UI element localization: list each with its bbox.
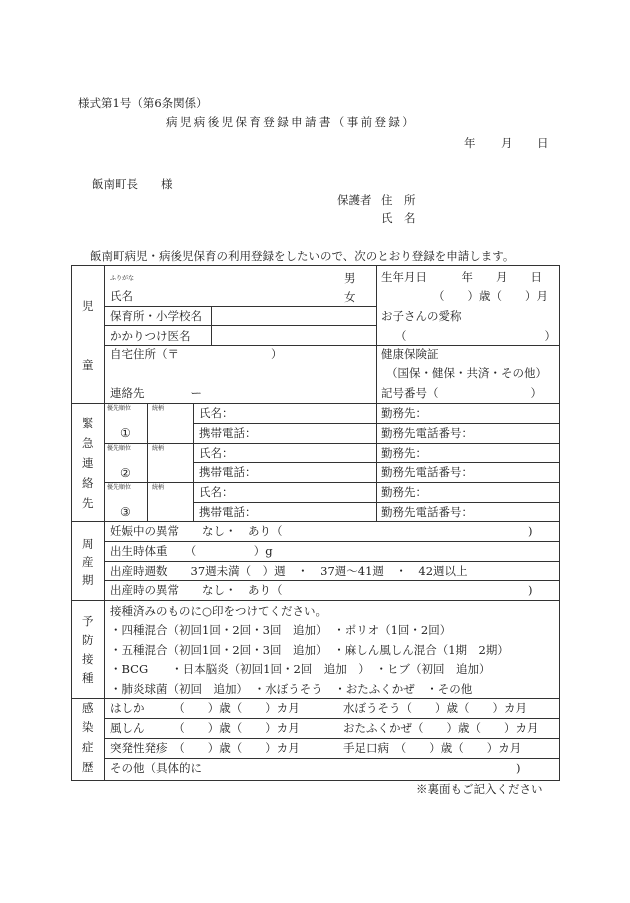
infection-label-1: 感 <box>82 701 94 715</box>
doctor-label: かかりつけ医名 <box>110 329 191 343</box>
priority-number-1: ① <box>120 426 131 440</box>
female-option[interactable]: 女 <box>344 290 356 304</box>
other-infection-close: ) <box>516 761 521 775</box>
perinatal-label-3: 期 <box>82 573 94 587</box>
delivery-close: ) <box>528 583 533 597</box>
pregnancy-close: ) <box>528 524 533 538</box>
priority-label-2: 優先順位 <box>107 445 132 452</box>
school-label: 保育所・小学校名 <box>110 309 202 323</box>
form-title: 病児病後児保育登録申請書（事前登録） <box>166 115 417 129</box>
vaccination-instruction: 接種済みのものに○印をつけてください。 <box>110 604 328 618</box>
vaccination-line-1[interactable]: ・四種混合（初回1回・2回・3回 追加） ・ポリオ（1回・2回） <box>110 623 452 637</box>
vaccination-label-2: 防 <box>82 633 94 647</box>
child-section-label-2: 童 <box>82 358 94 372</box>
emergency-label-4: 絡 <box>82 476 94 490</box>
reverse-side-note: ※裏面もご記入ください <box>416 782 543 796</box>
child-name-label: 氏名 <box>110 289 133 303</box>
vaccination-line-3[interactable]: ・BCG ・日本脳炎（初回1回・2回 追加 ） ・ヒブ（初回 追加） <box>110 662 491 676</box>
contact1-mobile[interactable]: 携帯電話： <box>199 426 257 440</box>
date-month: 月 <box>501 136 513 150</box>
contact2-work-phone[interactable]: 勤務先電話番号： <box>381 465 473 479</box>
contact2-name[interactable]: 氏名： <box>199 446 234 460</box>
addressee: 飯南町長 様 <box>92 177 173 191</box>
male-option[interactable]: 男 <box>344 271 356 285</box>
emergency-label-5: 先 <box>82 496 94 510</box>
contact1-work-phone[interactable]: 勤務先電話番号： <box>381 426 473 440</box>
furigana-label: ふりがな <box>110 275 135 282</box>
age-field[interactable]: （ ）歳（ ）月 <box>433 289 548 303</box>
priority-label-1: 優先順位 <box>107 405 132 412</box>
contact3-work[interactable]: 勤務先： <box>381 485 427 499</box>
infection-label-4: 歴 <box>82 760 94 774</box>
insurance-types[interactable]: （国保・健保・共済・その他） <box>386 366 547 380</box>
contact1-name[interactable]: 氏名： <box>199 406 234 420</box>
infection-label-2: 染 <box>82 720 94 734</box>
home-address-field[interactable]: 自宅住所（〒 ） <box>110 347 283 361</box>
delivery-abnormality[interactable]: 出産時の異常 なし・ あり（ <box>110 583 283 597</box>
relation-label-2: 続柄 <box>152 445 165 452</box>
date-day: 日 <box>537 136 549 150</box>
relation-label-3: 続柄 <box>152 484 165 491</box>
pregnancy-abnormality[interactable]: 妊娠中の異常 なし・ あり（ <box>110 524 283 538</box>
child-section-label-1: 児 <box>82 299 94 313</box>
roseola-field[interactable]: 突発性発疹 （ ）歳（ ）カ月 <box>110 741 300 755</box>
emergency-label-1: 緊 <box>82 416 94 430</box>
infection-label-3: 症 <box>82 740 94 754</box>
birthdate-field[interactable]: 生年月日 年 月 日 <box>381 270 542 284</box>
name-label: 氏 名 <box>381 211 416 225</box>
measles-field[interactable]: はしか （ ）歳（ ）カ月 <box>110 701 300 715</box>
form-number: 様式第1号（第6条関係） <box>78 96 208 110</box>
rubella-field[interactable]: 風しん （ ）歳（ ）カ月 <box>110 721 300 735</box>
address-label: 住 所 <box>381 193 416 207</box>
insurance-label: 健康保険証 <box>381 347 439 361</box>
gestation-weeks[interactable]: 出産時週数 37週未満（ ）週 ・ 37週～41週 ・ 42週以上 <box>110 564 468 578</box>
vaccination-line-4[interactable]: ・肺炎球菌（初回 追加） ・水ぼうそう ・おたふくかぜ ・その他 <box>110 682 473 696</box>
contact2-mobile[interactable]: 携帯電話： <box>199 465 257 479</box>
priority-number-2: ② <box>120 466 131 480</box>
date-year: 年 <box>464 136 476 150</box>
vaccination-label-3: 接 <box>82 652 94 666</box>
emergency-label-2: 急 <box>82 436 94 450</box>
perinatal-label-1: 周 <box>82 537 94 551</box>
contact3-work-phone[interactable]: 勤務先電話番号： <box>381 505 473 519</box>
intro-text: 飯南町病児・病後児保育の利用登録をしたいので、次のとおり登録を申請します。 <box>90 249 515 263</box>
vaccination-line-2[interactable]: ・五種混合（初回1回・2回・3回 追加） ・麻しん風しん混合（1期 2期） <box>110 643 509 657</box>
vaccination-label-4: 種 <box>82 671 94 685</box>
nickname-field[interactable]: （ ） <box>395 329 556 343</box>
contact3-mobile[interactable]: 携帯電話： <box>199 505 257 519</box>
priority-number-3: ③ <box>120 505 131 519</box>
perinatal-label-2: 産 <box>82 555 94 569</box>
contact-field[interactable]: 連絡先 ー <box>110 386 202 400</box>
nickname-label: お子さんの愛称 <box>381 309 462 323</box>
symbol-number-field[interactable]: 記号番号（ ） <box>381 386 542 400</box>
guardian-label: 保護者 <box>337 193 372 207</box>
contact1-work[interactable]: 勤務先： <box>381 406 427 420</box>
relation-label-1: 続柄 <box>152 405 165 412</box>
contact2-work[interactable]: 勤務先： <box>381 446 427 460</box>
emergency-label-3: 連 <box>82 456 94 470</box>
priority-label-3: 優先順位 <box>107 484 132 491</box>
hfmd-field[interactable]: 手足口病 （ ）歳（ ）カ月 <box>343 741 522 755</box>
birth-weight[interactable]: 出生時体重 （ ）g <box>110 544 273 558</box>
contact3-name[interactable]: 氏名： <box>199 485 234 499</box>
chickenpox-field[interactable]: 水ぼうそう（ ）歳（ ）カ月 <box>343 701 527 715</box>
other-infection-field[interactable]: その他（具体的に <box>110 761 202 775</box>
mumps-field[interactable]: おたふくかぜ（ ）歳（ ）カ月 <box>343 721 539 735</box>
vaccination-label-1: 予 <box>82 614 94 628</box>
